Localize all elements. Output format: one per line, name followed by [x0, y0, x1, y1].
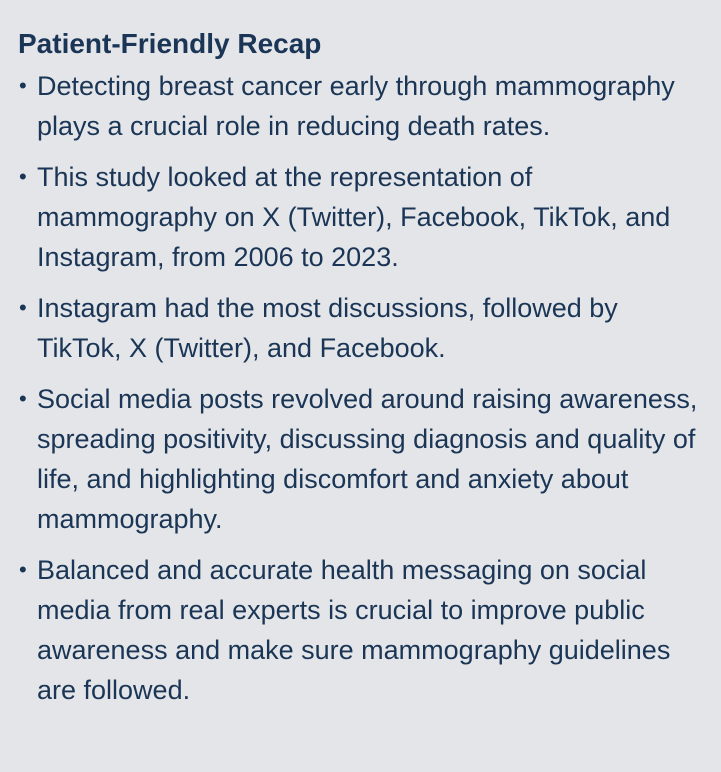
bullet-dot-icon: • [19, 164, 27, 189]
recap-bullet-item [18, 157, 709, 277]
recap-bullet-text: Instagram had the most discussions, followed by TikTok, X (Twitter), and Facebook. [37, 293, 618, 363]
bullet-dot-icon: • [19, 557, 27, 582]
bullet-dot-icon: • [19, 295, 27, 320]
recap-bullet-text: Detecting breast cancer early through mammography plays a crucial role in reducing death rates. [37, 71, 675, 141]
bullet-dot-icon: • [19, 73, 27, 98]
recap-bullet-text: This study looked at the representation of mammography on X (Twitter), Facebook, TikTok, and Instagram, from 2006 to 2023. [37, 162, 671, 272]
bullet-dot-icon: • [19, 386, 27, 411]
recap-bullet-item [18, 288, 709, 368]
recap-bullet-text: Social media posts revolved around raising awareness, spreading positivity, discussing diagnosis and quality of life, and highlighting discomfort and anxiety about mammography. [37, 384, 698, 534]
recap-bullet-item [18, 550, 709, 710]
recap-title: Patient-Friendly Recap [18, 28, 322, 59]
recap-bullet-list [18, 66, 709, 710]
recap-bullet-item [18, 66, 709, 146]
recap-bullet-text: Balanced and accurate health messaging on social media from real experts is crucial to improve public awareness and make sure mammography guidelines are followed. [37, 555, 671, 705]
recap-bullet-item [18, 379, 709, 539]
